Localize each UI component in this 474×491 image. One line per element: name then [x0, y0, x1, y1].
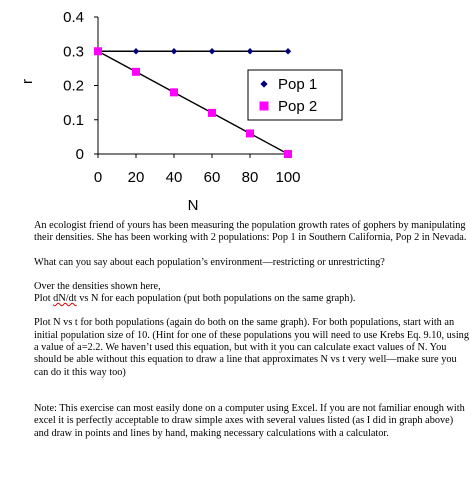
- paragraph-plot-n-vs-t: Plot N vs t for both populations (again do both on the same graph). For both populations, start with an initial population size of 10. (Hint for one of these populations you will need to use Krebs Eq. 9.10, using a value of a=2.2. We haven’t used this equation, but with it you can calculate exact values of N. You should be able without this equation to draw a line that approximates N vs t very well—make sure you can do it this way too): [34, 317, 469, 378]
- document-text: [34, 220, 470, 452]
- x-axis-label: N: [187, 197, 199, 214]
- data-point-pop-1: [133, 48, 139, 54]
- data-point-pop-2: [170, 88, 178, 96]
- x-tick-label: 20: [127, 169, 145, 186]
- data-point-pop-2: [246, 129, 254, 137]
- paragraph-intro: An ecologist friend of yours has been measuring the population growth rates of gophers by manipulating their densities. She has been working with 2 populations: Pop 1 in Southern California, Pop 2 in Nevada.: [34, 220, 467, 244]
- legend-label-1: Pop 1: [278, 76, 318, 93]
- data-point-pop-2: [132, 68, 140, 76]
- data-point-pop-1: [171, 48, 177, 54]
- legend-label-2: Pop 2: [278, 98, 318, 115]
- plot-dndt-prefix: Plot: [34, 293, 54, 305]
- x-tick-label: 40: [165, 169, 183, 186]
- dndt-term: dN/dt: [53, 293, 77, 305]
- data-point-pop-1: [209, 48, 215, 54]
- paragraph-densities: Over the densities shown here,: [34, 280, 161, 292]
- y-tick-label: 0: [75, 146, 84, 163]
- data-point-pop-2: [94, 47, 102, 55]
- y-axis-label: r: [19, 79, 36, 84]
- paragraph-question-environment: What can you say about each population’s environment—restricting or unrestricting?: [34, 256, 385, 268]
- data-point-pop-2: [284, 150, 292, 158]
- y-tick-label: 0.3: [63, 43, 84, 61]
- x-tick-label: 0: [93, 169, 103, 186]
- paragraph-note: Note: This exercise can most easily done on a computer using Excel. If you are not familiar enough with excel it is perfectly acceptable to draw simple axes with several values listed (as I did in graph above) and draw in points and lines by hand, making necessary calculations with a calculator.: [34, 402, 465, 439]
- y-tick-label: 0.1: [63, 111, 84, 129]
- x-tick-label: 80: [241, 169, 259, 186]
- y-tick-label: 0.4: [63, 9, 84, 26]
- data-point-pop-1: [285, 48, 291, 54]
- y-tick-label: 0.2: [63, 77, 84, 95]
- chart-area: [0, 0, 474, 215]
- x-tick-label: 100: [275, 169, 301, 186]
- plot-dndt-suffix: vs N for each population (put both populations on the same graph).: [76, 293, 356, 305]
- x-tick-label: 60: [203, 169, 221, 186]
- legend-marker-pop-2: [260, 102, 269, 111]
- paragraph-plot-dndt: [34, 293, 470, 305]
- data-point-pop-1: [247, 48, 253, 54]
- data-point-pop-2: [208, 109, 216, 117]
- growth-rate-chart: [0, 0, 474, 215]
